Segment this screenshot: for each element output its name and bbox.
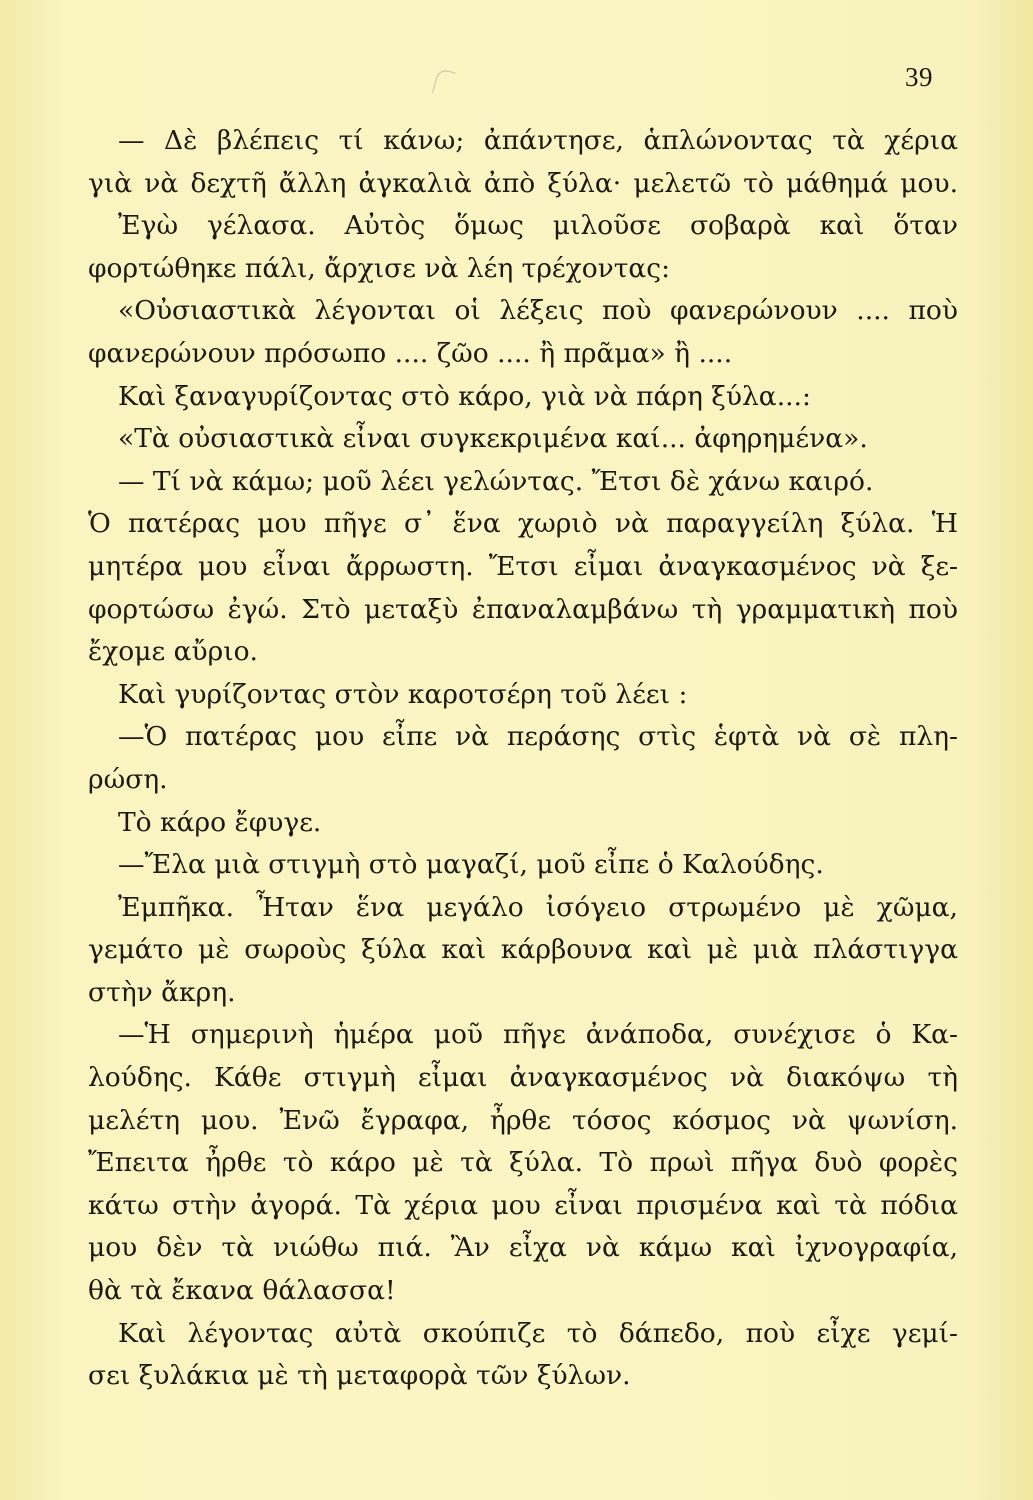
text-line: ρώση. <box>88 763 168 795</box>
text-line: μελέτη μου. Ἐνῶ ἔγραφα, ἦρθε τόσος κόσμος νὰ ψωνίση. <box>88 1104 958 1136</box>
text-line: μητέρα μου εἶναι ἄρρωστη. Ἔτσι εἶμαι ἀναγκασμένος νὰ ξε- <box>88 550 958 582</box>
text-line: στὴν ἄκρη. <box>88 976 236 1008</box>
text-line: κάτω στὴν ἀγορά. Τὰ χέρια μου εἶναι πρισμένα καὶ τὰ πόδια <box>88 1189 958 1221</box>
text-line: —Ὁ πατέρας μου εἶπε νὰ περάσης στὶς ἑφτὰ νὰ σὲ πλη- <box>118 721 958 753</box>
text-line: θὰ τὰ ἔκανα θάλασσα! <box>88 1275 396 1307</box>
text-line: λούδης. Κάθε στιγμὴ εἶμαι ἀναγκασμένος νὰ διακόψω τὴ <box>88 1062 958 1094</box>
text-line: Ἔπειτα ἦρθε τὸ κάρο μὲ τὰ ξύλα. Τὸ πρωὶ πῆγα δυὸ φορὲς <box>88 1147 958 1179</box>
text-line: «Οὐσιαστικὰ λέγονται οἱ λέξεις ποὺ φανερώνουν .... ποὺ <box>118 295 958 327</box>
text-line: φανερώνουν πρόσωπο .... ζῶο .... ἢ πρᾶμα» ἢ .... <box>88 337 733 369</box>
pencil-mark <box>432 68 456 98</box>
text-line: γεμάτο μὲ σωροὺς ξύλα καὶ κάρβουνα καὶ μὲ μιὰ πλάστιγγα <box>88 934 958 966</box>
text-line: — Δὲ βλέπεις τί κάνω; ἀπάντησε, ἁπλώνοντας τὰ χέρια <box>118 125 958 156</box>
text-line: Ἐγὼ γέλασα. Αὐτὸς ὅμως μιλοῦσε σοβαρὰ καὶ ὅταν <box>118 210 958 242</box>
text-line: Καὶ γυρίζοντας στὸν καροτσέρη τοῦ λέει : <box>118 678 688 710</box>
text-line: «Τὰ οὐσιαστικὰ εἶναι συγκεκριμένα καί... ἀφηρημένα». <box>118 423 868 455</box>
text-line: —Ἡ σημερινὴ ἡμέρα μοῦ πῆγε ἀνάποδα, συνέχισε ὁ Κα- <box>118 1019 958 1051</box>
body-text <box>88 120 958 1398</box>
text-line: Καὶ λέγοντας αὐτὰ σκούπιζε τὸ δάπεδο, ποὺ εἶχε γεμί- <box>118 1317 958 1349</box>
text-line: Ὁ πατέρας μου πῆγε σ᾿ ἕνα χωριὸ νὰ παραγγείλη ξύλα. Ἡ <box>88 508 958 540</box>
text-line: —Ἔλα μιὰ στιγμὴ στὸ μαγαζί, μοῦ εἶπε ὁ Καλούδης. <box>118 849 824 881</box>
text-line: Τὸ κάρο ἔφυγε. <box>118 806 322 838</box>
page-number: 39 <box>905 62 933 92</box>
text-line: φορτώσω ἐγώ. Στὸ μεταξὺ ἐπαναλαμβάνω τὴ γραμματικὴ ποὺ <box>88 593 958 625</box>
text-line: μου δὲν τὰ νιώθω πιά. Ἂν εἶχα νὰ κάμω καὶ ἰχνογραφία, <box>88 1232 958 1264</box>
text-line: Ἐμπῆκα. Ἦταν ἕνα μεγάλο ἰσόγειο στρωμένο μὲ χῶμα, <box>118 891 958 923</box>
text-line: φορτώθηκε πάλι, ἄρχισε νὰ λέη τρέχοντας: <box>88 252 671 284</box>
text-line: ἔχομε αὔριο. <box>88 636 258 668</box>
text-line: Καὶ ξαναγυρίζοντας στὸ κάρο, γιὰ νὰ πάρη ξύλα...: <box>118 380 811 412</box>
text-line: — Τί νὰ κάμω; μοῦ λέει γελώντας. Ἔτσι δὲ χάνω καιρό. <box>118 465 874 497</box>
text-line: σει ξυλάκια μὲ τὴ μεταφορὰ τῶν ξύλων. <box>88 1360 631 1392</box>
text-line: γιὰ νὰ δεχτῆ ἄλλη ἀγκαλιὰ ἀπὸ ξύλα· μελετῶ τὸ μάθημά μου. <box>88 167 958 199</box>
